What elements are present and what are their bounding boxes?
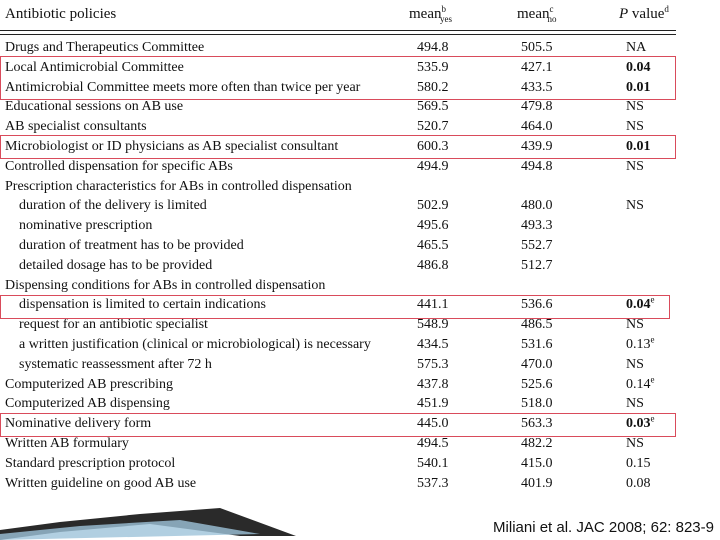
p-value-footnote: e (650, 334, 655, 345)
header-mean-yes-sub: yes (439, 14, 452, 24)
header-mean-yes (409, 6, 452, 23)
p-value: 0.04 (626, 297, 651, 313)
table-row (0, 474, 700, 494)
policy-table (0, 38, 700, 493)
row-label: Local Antimicrobial Committee (5, 59, 184, 75)
table-row (0, 216, 700, 236)
mean-yes-cell: 437.8 (417, 376, 449, 392)
p-value-cell (626, 137, 651, 157)
mean-no-cell: 493.3 (521, 218, 553, 234)
mean-no-cell: 464.0 (521, 119, 553, 135)
p-value: 0.08 (626, 475, 651, 491)
mean-no-cell: 494.8 (521, 158, 553, 174)
p-value-cell (626, 454, 651, 474)
mean-yes-cell: 535.9 (417, 59, 449, 75)
table-row (0, 276, 700, 296)
p-value: NS (626, 198, 644, 214)
p-value: NA (626, 40, 647, 55)
p-value-cell (626, 375, 655, 395)
table-row (0, 78, 700, 98)
mean-yes-cell: 502.9 (417, 198, 449, 214)
table-row (0, 295, 700, 315)
row-label: dispensation is limited to certain indications (19, 297, 266, 313)
mean-yes-cell: 600.3 (417, 138, 449, 154)
header-mean-no-sup: c (549, 4, 554, 14)
p-value: 0.15 (626, 455, 651, 471)
p-value-footnote: e (650, 373, 655, 384)
mean-yes-cell: 537.3 (417, 475, 449, 491)
row-label: Prescription characteristics for ABs in controlled dispensation (5, 178, 352, 194)
mean-no-cell: 480.0 (521, 198, 553, 214)
header-p-value (619, 6, 669, 23)
mean-yes-cell: 451.9 (417, 396, 449, 412)
row-label: request for an antibiotic specialist (19, 317, 208, 333)
p-value-footnote: e (650, 413, 655, 424)
mean-no-cell: 525.6 (521, 376, 553, 392)
table-row (0, 38, 700, 58)
table-row (0, 454, 700, 474)
row-label: Written guideline on good AB use (5, 475, 197, 491)
header-mean-yes-sup: b (441, 4, 446, 14)
mean-yes-cell: 540.1 (417, 455, 449, 471)
p-value: 0.01 (626, 138, 651, 154)
table-row (0, 196, 700, 216)
header-rule-lower (0, 34, 676, 35)
p-value: 0.13 (626, 336, 651, 352)
mean-no-cell: 552.7 (521, 237, 553, 253)
row-label: Drugs and Therapeutics Committee (5, 40, 205, 55)
mean-no-cell: 486.5 (521, 317, 553, 333)
row-label: systematic reassessment after 72 h (19, 356, 212, 372)
p-value-cell (626, 315, 644, 335)
mean-no-cell: 563.3 (521, 416, 553, 432)
mean-no-cell: 482.2 (521, 435, 553, 451)
header-mean-no (517, 6, 556, 23)
mean-yes-cell: 495.6 (417, 218, 449, 234)
mean-yes-cell: 445.0 (417, 416, 449, 432)
mean-yes-cell: 486.8 (417, 257, 449, 273)
p-value-cell (626, 355, 644, 375)
mean-yes-cell: 441.1 (417, 297, 449, 313)
table-row (0, 434, 700, 454)
mean-yes-cell: 520.7 (417, 119, 449, 135)
mean-yes-cell: 548.9 (417, 317, 449, 333)
table-row (0, 177, 700, 197)
row-label: Dispensing conditions for ABs in controlled dispensation (5, 277, 326, 293)
table-row (0, 355, 700, 375)
header-antibiotic-policies: Antibiotic policies (5, 6, 117, 22)
p-value-cell (626, 434, 644, 454)
mean-no-cell: 470.0 (521, 356, 553, 372)
p-value-cell (626, 474, 651, 494)
table-row (0, 97, 700, 117)
row-label: Educational sessions on AB use (5, 99, 184, 115)
mean-yes-cell: 494.9 (417, 158, 449, 174)
p-value: 0.03 (626, 416, 651, 432)
p-value-cell (626, 157, 644, 177)
mean-no-cell: 531.6 (521, 336, 553, 352)
header-rule (0, 30, 676, 31)
row-label: duration of the delivery is limited (19, 198, 207, 214)
header-mean-yes-label: mean (409, 6, 442, 22)
p-value-cell (626, 196, 644, 216)
mean-no-cell: 415.0 (521, 455, 553, 471)
header-p-label: P (619, 6, 629, 22)
p-value-footnote: e (650, 294, 655, 305)
table-row (0, 394, 700, 414)
mean-no-cell: 536.6 (521, 297, 553, 313)
mean-no-cell: 427.1 (521, 59, 553, 75)
table-row (0, 414, 700, 434)
mean-yes-cell: 465.5 (417, 237, 449, 253)
citation-footer: Miliani et al. JAC 2008; 62: 823-9 (493, 519, 714, 536)
table-row (0, 117, 700, 137)
p-value-cell (626, 38, 646, 58)
mean-no-cell: 433.5 (521, 79, 553, 95)
header-mean-no-label: mean (517, 6, 550, 22)
mean-no-cell: 512.7 (521, 257, 553, 273)
row-label: Nominative delivery form (5, 416, 152, 432)
row-label: duration of treatment has to be provided (19, 237, 244, 253)
p-value: NS (626, 158, 644, 174)
row-label: detailed dosage has to be provided (19, 257, 213, 273)
mean-no-cell: 401.9 (521, 475, 553, 491)
table-row (0, 58, 700, 78)
p-value: NS (626, 396, 644, 412)
p-value-cell (626, 295, 655, 315)
p-value: NS (626, 119, 644, 135)
header-p-sup: d (664, 4, 669, 14)
row-label: a written justification (clinical or microbiological) is necessary (19, 336, 371, 352)
mean-no-cell: 439.9 (521, 138, 553, 154)
mean-yes-cell: 434.5 (417, 336, 449, 352)
table-row (0, 137, 700, 157)
p-value-cell (626, 97, 644, 117)
table-row (0, 256, 700, 276)
p-value-cell (626, 58, 651, 78)
row-label: Standard prescription protocol (5, 455, 176, 471)
decorative-swoosh (0, 500, 300, 540)
mean-yes-cell: 575.3 (417, 356, 449, 372)
p-value: NS (626, 317, 644, 333)
p-value: NS (626, 99, 644, 115)
mean-yes-cell: 494.5 (417, 435, 449, 451)
row-label: AB specialist consultants (5, 119, 147, 135)
mean-yes-cell: 494.8 (417, 40, 449, 55)
p-value: NS (626, 435, 644, 451)
row-label: Computerized AB dispensing (5, 396, 170, 412)
table-row (0, 335, 700, 355)
mean-yes-cell: 580.2 (417, 79, 449, 95)
mean-no-cell: 518.0 (521, 396, 553, 412)
row-label: Computerized AB prescribing (5, 376, 173, 392)
mean-no-cell: 505.5 (521, 40, 553, 55)
mean-no-cell: 479.8 (521, 99, 553, 115)
row-label: nominative prescription (19, 218, 153, 234)
p-value-cell (626, 117, 644, 137)
table-row (0, 236, 700, 256)
row-label: Written AB formulary (5, 435, 129, 451)
p-value: 0.04 (626, 59, 651, 75)
row-label: Antimicrobial Committee meets more often than twice per year (5, 79, 361, 95)
p-value-cell (626, 414, 655, 434)
mean-yes-cell: 569.5 (417, 99, 449, 115)
p-value: 0.14 (626, 376, 651, 392)
row-label: Microbiologist or ID physicians as AB specialist consultant (5, 138, 339, 154)
header-mean-no-sub: no (547, 14, 557, 24)
table-row (0, 157, 700, 177)
p-value-cell (626, 394, 644, 414)
table-row (0, 315, 700, 335)
p-value: 0.01 (626, 79, 651, 95)
p-value: NS (626, 356, 644, 372)
header-value-label: value (628, 6, 665, 22)
table-row (0, 375, 700, 395)
p-value-cell (626, 78, 651, 98)
p-value-cell (626, 335, 655, 355)
row-label: Controlled dispensation for specific ABs (5, 158, 233, 174)
